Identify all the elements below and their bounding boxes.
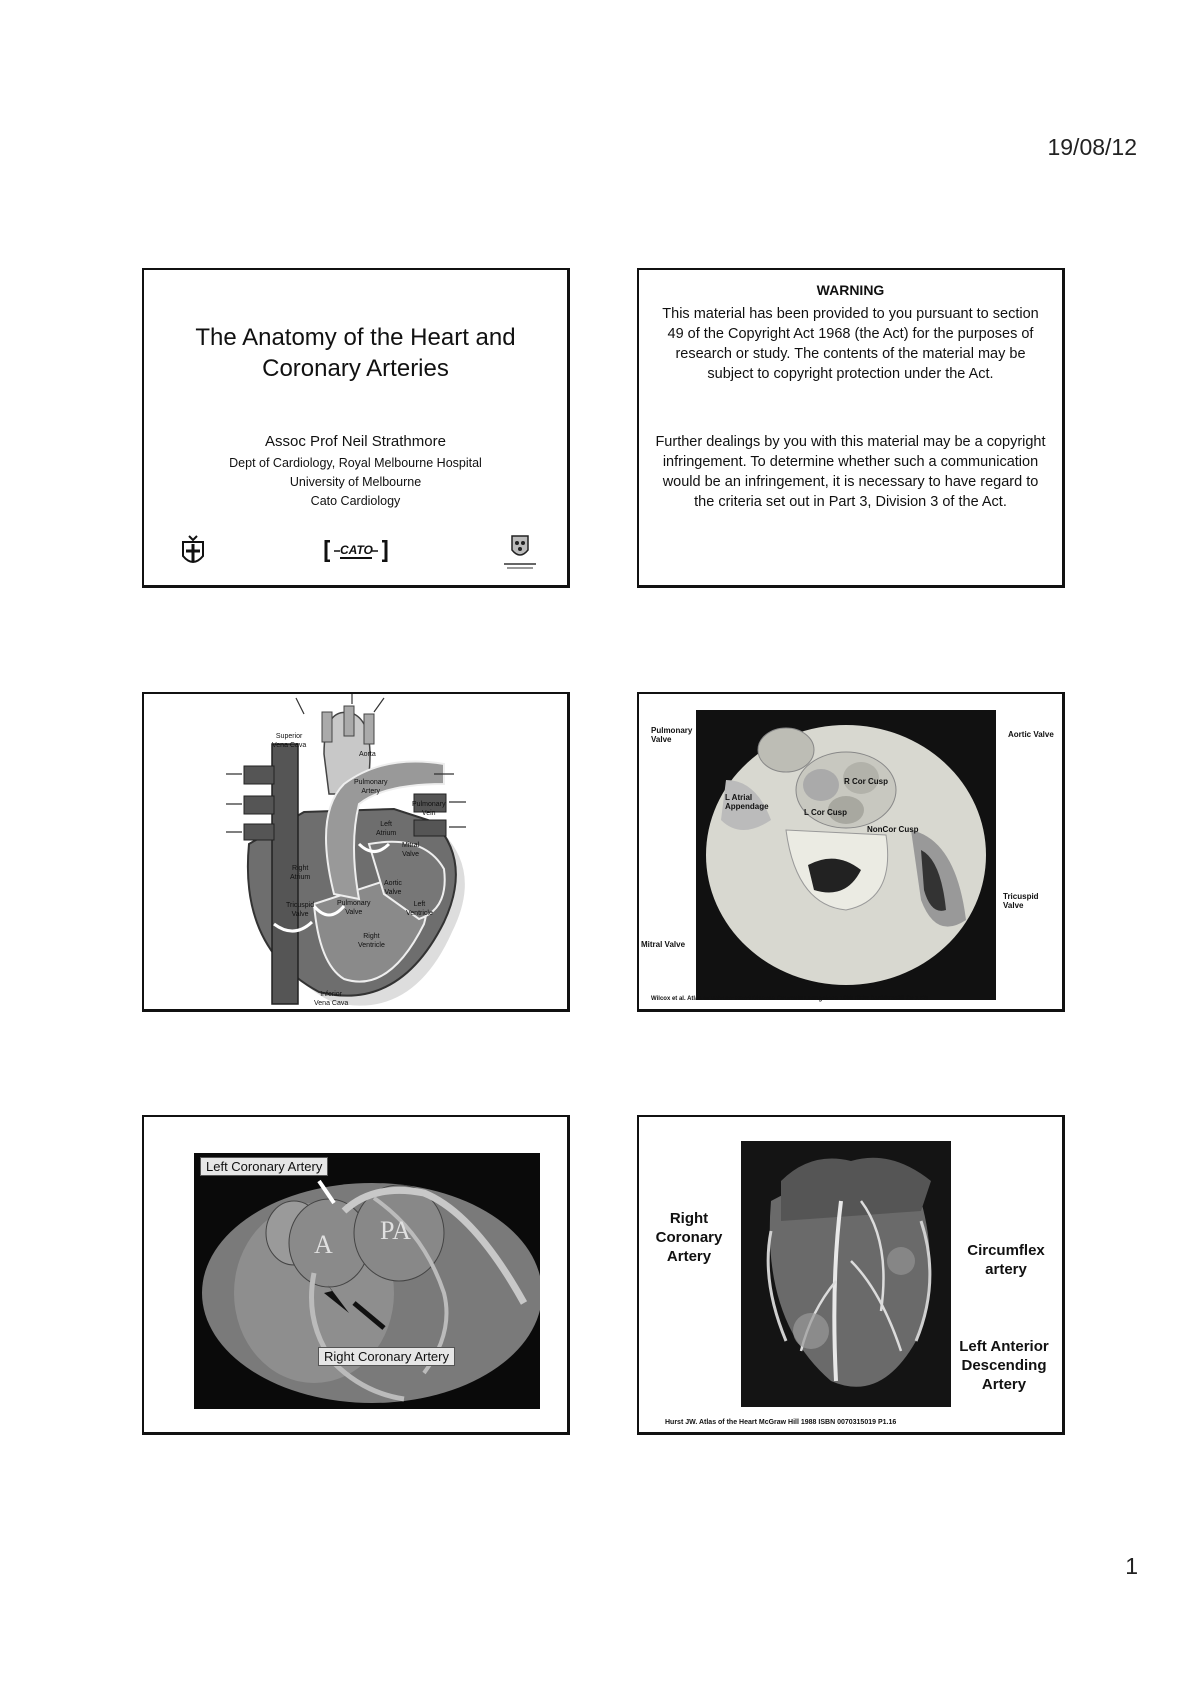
label-aortic-valve: Aortic Valve [384,880,402,896]
label-mitral-valve: Mitral Valve [402,842,420,858]
label-l-cor-cusp: L Cor Cusp [804,808,847,817]
page-number: 1 [1125,1553,1138,1579]
coronary-ct-image [194,1153,540,1409]
label-inferior-vena-cava: Inferior Vena Cava [314,991,349,1007]
university-crest-logo [500,534,540,572]
photo-caption: Wilcox et al. Atlas of Valvular Heart Disease Churchill Livingstone 1998 ISBN 0443075538 Ch 1 P8 [651,996,928,1002]
warning-title: WARNING [816,282,885,298]
university: University of Melbourne [289,475,422,489]
label-tricuspid-valve: Tricuspid Valve [286,902,315,918]
label-left-atrium: Left Atrium [376,821,397,837]
author: Assoc Prof Neil Strathmore [265,433,446,450]
label-pa: PA [380,1216,411,1245]
label-circumflex-artery: Circumflex artery [967,1242,1045,1278]
warning-paragraph-2: Further dealings by you with this material may be a copyright infringement. To determine whether such a communication would be an infringement, it is necessary to have regard to the criteria set out in Part 3, Division 3 of the Act. [655,434,1046,510]
label-aortic-valve: Aortic Valve [1008,730,1054,739]
cato-logo [324,540,388,562]
slide-coronary-cast [637,1115,1065,1435]
photo-caption: Hurst JW. Atlas of the Heart McGraw Hill 1988 ISBN 0070315019 P1.16 [665,1419,897,1426]
label-right-coronary-artery: Right Coronary Artery [655,1210,723,1265]
label-right-atrium: Right Atrium [290,865,311,881]
coronary-cast-photo [741,1141,951,1407]
label-left-ventricle: Left Ventricle [406,901,433,917]
label-pulmonary-valve: Pulmonary Valve [337,900,371,916]
heart-diagram [144,694,568,1010]
slide-valves-photo [637,692,1065,1012]
valves-photo [696,710,996,1000]
label-pulmonary-artery: Pulmonary Artery [354,779,388,795]
label-l-atrial-appendage: L Atrial Appendage [725,793,769,811]
label-right-ventricle: Right Ventricle [358,933,385,949]
label-left-coronary-artery: Left Coronary Artery [200,1157,328,1176]
department: Dept of Cardiology, Royal Melbourne Hospital [229,456,482,470]
label-superior-vena-cava: Superior Vena Cava [272,733,307,749]
warning-paragraph-1: This material has been provided to you pursuant to section 49 of the Copyright Act 1968 (the Act) for the purposes of research or study. The contents of the material may be subject to copyright protection under the Act. [662,306,1039,382]
slide-title [142,268,570,588]
slide-warning [637,268,1065,588]
label-r-cor-cusp: R Cor Cusp [844,777,888,786]
label-pulmonary-vein: Pulmonary Vein [412,801,446,817]
label-right-coronary-artery: Right Coronary Artery [318,1347,455,1366]
cato-logo-text: CATO [340,543,373,557]
label-noncor-cusp: NonCor Cusp [867,825,919,834]
slide-title-heading [144,322,567,384]
label-aorta: Aorta [359,751,376,758]
label-left-anterior-descending-artery: Left Anterior Descending Artery [959,1338,1049,1393]
title-line-2: Coronary Arteries [262,355,449,382]
label-tricuspid-valve: Tricuspid Valve [1003,892,1039,910]
slide-coronary-ct [142,1115,570,1435]
label-mitral-valve: Mitral Valve [641,940,686,949]
hospital-crest-logo [180,534,206,570]
practice: Cato Cardiology [310,494,401,508]
page-date: 19/08/12 [1047,134,1137,160]
label-a: A [314,1230,333,1259]
slide-heart-diagram [142,692,570,1012]
title-line-1: The Anatomy of the Heart and [195,324,516,351]
label-pulmonary-valve: Pulmonary Valve [651,726,693,744]
